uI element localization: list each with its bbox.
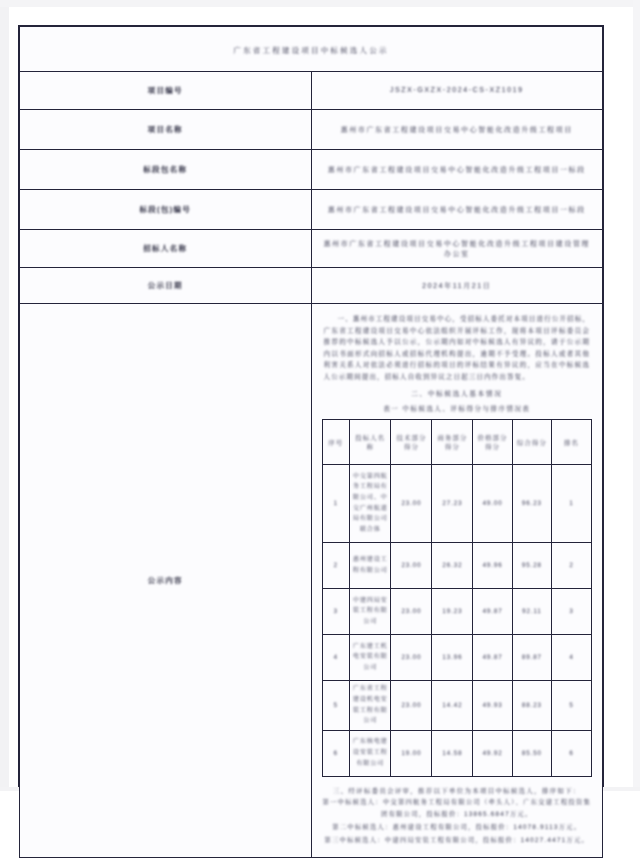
cell-text: 2 xyxy=(333,562,338,570)
cell-text: 23.00 xyxy=(401,608,422,616)
cell-text: 14.58 xyxy=(442,749,463,757)
cell-text: 广东省工程建设机电安装工程有限公司 xyxy=(352,685,388,725)
column-header-price-score xyxy=(473,420,512,465)
cell-text: 3 xyxy=(569,608,574,616)
cell-total-score xyxy=(512,589,551,635)
cell-text: 88.23 xyxy=(521,702,542,709)
cell-text: 1 xyxy=(569,500,574,508)
table-row-package-name xyxy=(20,150,603,190)
title-row xyxy=(20,27,603,72)
cell-text: 2 xyxy=(569,562,574,570)
cell-text: 49.93 xyxy=(482,702,503,709)
table-row xyxy=(322,730,592,776)
column-header-bidder-name xyxy=(349,420,391,465)
cell-total-score xyxy=(512,465,551,543)
table-row xyxy=(322,465,592,543)
cell-text: 92.11 xyxy=(522,608,542,616)
table-row xyxy=(322,681,592,731)
value-text: JSZX-GXZX-2024-CS-XZ1019 xyxy=(389,87,524,94)
cell-no xyxy=(322,589,349,635)
cell-technical-score xyxy=(391,635,432,681)
label-text: 公示内容 xyxy=(147,576,183,586)
label-package-number xyxy=(20,190,312,230)
cell-bidder-name xyxy=(349,543,391,589)
cell-business-score xyxy=(432,543,473,589)
page-edge-top xyxy=(0,0,640,7)
header-text: 技术部分得分 xyxy=(396,435,427,452)
cell-price-score xyxy=(473,635,512,681)
cell-text: 中交第四航务工程局有限公司、中交广州航道局有限公司联合体 xyxy=(352,472,388,533)
cell-text: 13.96 xyxy=(442,654,463,662)
cell-text: 23.00 xyxy=(401,654,422,662)
bid-table-caption: 表一 中标候选人、评标得分与排序情况表 xyxy=(383,406,531,414)
cell-text: 49.87 xyxy=(482,654,503,662)
cell-text: 3 xyxy=(333,608,338,616)
notes-section xyxy=(322,786,593,847)
cell-text: 19.23 xyxy=(442,608,463,616)
table-row-package-number xyxy=(20,190,603,230)
document-title: 广东省工程建设项目中标候选人公示 xyxy=(233,46,389,55)
notes-heading: 三、经评标委员会评审，推荐以下单位为本项目中标候选人，排序如下： xyxy=(332,787,581,795)
cell-technical-score xyxy=(391,465,432,543)
label-text: 标段包名称 xyxy=(143,165,188,174)
header-text: 综合得分 xyxy=(516,439,547,447)
value-text: 惠州市广东省工程建设项目交易中心智能化改造升级工程项目 xyxy=(340,126,573,134)
cell-rank xyxy=(552,589,592,635)
cell-rank xyxy=(552,730,592,776)
cell-text: 49.87 xyxy=(482,608,503,616)
value-package-name xyxy=(311,150,603,190)
cell-text: 23.00 xyxy=(401,562,422,570)
value-project-number xyxy=(311,72,603,110)
table-row-project-number xyxy=(20,72,603,110)
header-text: 排名 xyxy=(564,439,580,447)
header-text: 商务部分得分 xyxy=(437,435,468,452)
note-line-second-candidate: 第二中标候选人：惠州建设工程有限公司，投标报价：14078.9113万元。 xyxy=(332,824,582,831)
cell-text: 中建四局安装工程有限公司 xyxy=(352,596,388,626)
cell-total-score xyxy=(512,635,551,681)
cell-price-score xyxy=(473,681,512,731)
cell-bidder-name xyxy=(349,465,391,543)
column-header-rank xyxy=(552,420,592,465)
table-row xyxy=(322,635,592,681)
label-tenderee-name xyxy=(20,230,312,268)
cell-business-score xyxy=(432,730,473,776)
cell-rank xyxy=(552,635,592,681)
cell-technical-score xyxy=(391,543,432,589)
cell-no xyxy=(322,635,349,681)
label-project-number xyxy=(20,72,312,110)
label-text: 项目名称 xyxy=(147,125,183,134)
cell-text: 4 xyxy=(569,654,574,662)
value-package-number xyxy=(311,190,603,230)
value-text: 2024年11月21日 xyxy=(422,282,492,290)
cell-no xyxy=(322,730,349,776)
bid-candidates-table xyxy=(322,419,593,777)
cell-business-score xyxy=(432,589,473,635)
value-tenderee-name xyxy=(311,230,603,268)
cell-bidder-name xyxy=(349,681,391,731)
value-text: 惠州市广东省工程建设项目交易中心智能化改造升级工程项目一标段 xyxy=(327,166,586,174)
cell-text: 89.87 xyxy=(521,654,542,662)
column-header-no xyxy=(322,420,349,465)
cell-text: 5 xyxy=(333,702,338,709)
announcement-paragraph: 一、惠州市工程建设项目交易中心，受招标人委托对本项目进行公开招标，广东省工程建设项目交易中心依法组织开展评标工作，现将本项目评标委员会推荐的中标候选人予以公示，公示期内如对中标候选人有异议的，请于公示期内以书面形式向招标人或招标代理机构提出，逾期不予受理。投标人或者其他利害关系人对依法必须进行招标的项目的评标结果有异议的，应当在中标候选人公示期间提出，招标人自收到异议之日起三日内作出答复。 xyxy=(323,316,590,381)
cell-technical-score xyxy=(391,589,432,635)
column-header-technical-score xyxy=(391,420,432,465)
bid-table-header-row xyxy=(322,420,592,465)
header-text: 投标人名称 xyxy=(355,435,386,452)
cell-total-score xyxy=(512,681,551,731)
cell-rank xyxy=(552,681,592,731)
note-line-first-candidate: 第一中标候选人：中交第四航务工程局有限公司（牵头人）、广东交建工程投资集团有限公司，投标报价：13865.6847万元。 xyxy=(322,798,592,819)
cell-price-score xyxy=(473,589,512,635)
header-text: 序号 xyxy=(328,439,344,447)
cell-technical-score xyxy=(391,730,432,776)
column-header-total-score xyxy=(512,420,551,465)
announcement-content-cell xyxy=(311,304,603,858)
cell-text: 23.00 xyxy=(401,702,422,709)
table-row xyxy=(322,543,592,589)
cell-total-score xyxy=(512,730,551,776)
label-text: 项目编号 xyxy=(147,86,183,95)
value-text: 惠州市广东省工程建设项目交易中心智能化改造升级工程项目一标段 xyxy=(327,206,586,214)
label-project-name xyxy=(20,110,312,150)
cell-text: 6 xyxy=(569,749,574,757)
table-row xyxy=(322,589,592,635)
page-edge-right xyxy=(633,0,640,791)
cell-text: 85.50 xyxy=(521,749,542,757)
cell-total-score xyxy=(512,543,551,589)
page-edge-left xyxy=(0,0,9,791)
cell-text: 96.23 xyxy=(521,500,542,508)
cell-no xyxy=(322,543,349,589)
cell-text: 49.00 xyxy=(482,500,503,508)
cell-no xyxy=(322,681,349,731)
cell-price-score xyxy=(473,543,512,589)
cell-text: 4 xyxy=(333,654,338,662)
cell-price-score xyxy=(473,465,512,543)
cell-business-score xyxy=(432,635,473,681)
cell-text: 惠州建设工程有限公司 xyxy=(352,556,388,574)
table-row-body xyxy=(20,304,603,858)
cell-text: 49.92 xyxy=(482,749,503,757)
cell-technical-score xyxy=(391,681,432,731)
cell-bidder-name xyxy=(349,730,391,776)
announcement-document xyxy=(18,25,604,844)
announcement-table xyxy=(19,26,603,858)
cell-text: 广东建工机电安装有限公司 xyxy=(352,642,388,672)
cell-text: 5 xyxy=(569,702,574,709)
label-text: 标段(包)编号 xyxy=(139,205,192,214)
cell-text: 23.00 xyxy=(401,500,422,508)
label-package-name xyxy=(20,150,312,190)
label-text: 招标人名称 xyxy=(143,244,188,253)
cell-bidder-name xyxy=(349,635,391,681)
column-header-business-score xyxy=(432,420,473,465)
cell-text: 95.28 xyxy=(521,562,542,570)
value-announcement-date xyxy=(311,268,603,304)
cell-text: 26.32 xyxy=(442,562,463,570)
cell-text: 1 xyxy=(333,500,338,508)
cell-text: 广东核电建设安装工程有限公司 xyxy=(352,738,388,767)
document-title-cell xyxy=(20,27,603,72)
cell-text: 49.96 xyxy=(482,562,503,570)
cell-text: 6 xyxy=(333,749,338,757)
cell-business-score xyxy=(432,681,473,731)
table-row-announcement-date xyxy=(20,268,603,304)
cell-rank xyxy=(552,543,592,589)
cell-no xyxy=(322,465,349,543)
table-row-tenderee xyxy=(20,230,603,268)
value-project-name xyxy=(311,110,603,150)
cell-text: 14.42 xyxy=(442,702,463,709)
label-announcement-content xyxy=(20,304,312,858)
note-line-third-candidate: 第三中标候选人：中建四局安装工程有限公司，投标报价：14027.4471万元。 xyxy=(324,836,590,844)
label-announcement-date xyxy=(20,268,312,304)
table-row-project-name xyxy=(20,110,603,150)
section-title-candidates: 二、中标候选人基本情况 xyxy=(411,391,503,399)
cell-text: 27.23 xyxy=(442,500,463,508)
cell-bidder-name xyxy=(349,589,391,635)
cell-business-score xyxy=(432,465,473,543)
cell-rank xyxy=(552,465,592,543)
label-text: 公示日期 xyxy=(147,281,183,290)
cell-price-score xyxy=(473,730,512,776)
cell-text: 19.00 xyxy=(401,749,422,757)
header-text: 价格部分得分 xyxy=(477,435,508,452)
value-text: 惠州市广东省工程建设项目交易中心智能化改造升级工程项目建设管理办公室 xyxy=(323,240,591,258)
